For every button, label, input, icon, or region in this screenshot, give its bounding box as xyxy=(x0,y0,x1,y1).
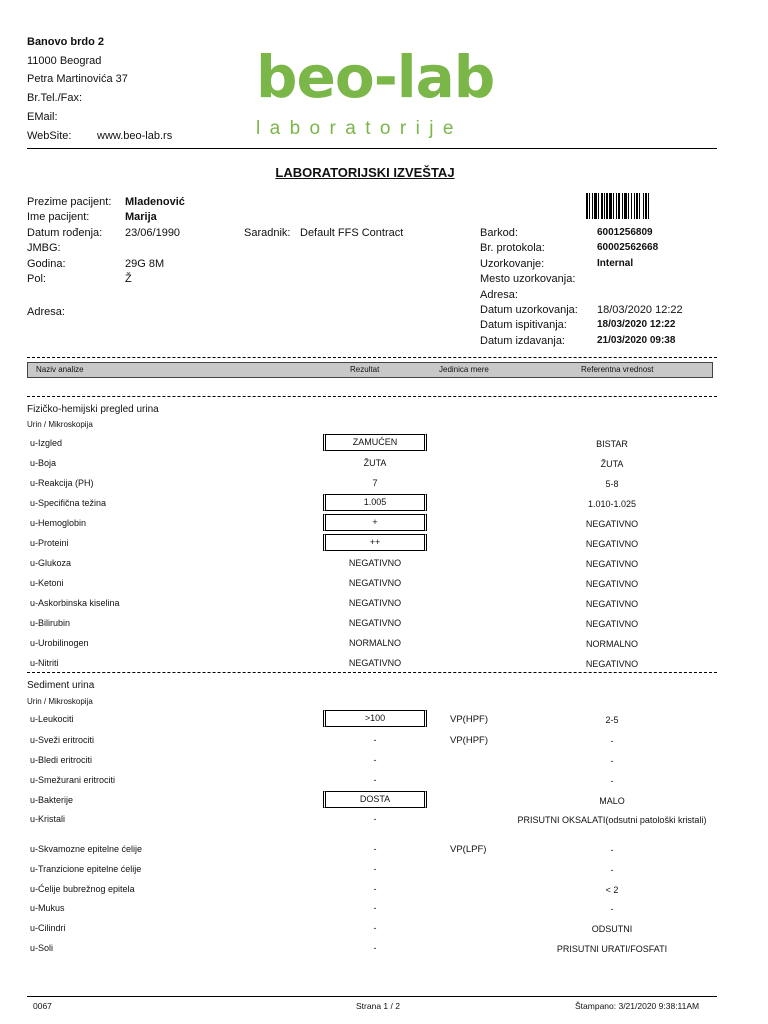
result-row xyxy=(0,655,768,673)
result-row xyxy=(0,752,768,770)
footer-printed: Štampano: 3/21/2020 9:38:11AM xyxy=(575,1001,700,1011)
lab-address-line3: Petra Martinovića 37 xyxy=(27,73,128,85)
analysis-unit: VP(HPF) xyxy=(450,735,488,746)
analysis-reference: BISTAR xyxy=(596,439,628,449)
column-name: Naziv analize xyxy=(36,365,84,374)
result-row xyxy=(0,595,768,613)
result-row xyxy=(0,940,768,958)
column-unit: Jedinica mere xyxy=(439,365,489,374)
analysis-name: u-Smežurani eritrociti xyxy=(30,775,116,785)
analysis-name: u-Sveži eritrociti xyxy=(30,735,95,745)
section-divider xyxy=(27,672,717,673)
analysis-result: - xyxy=(373,844,377,854)
result-row xyxy=(0,861,768,879)
analysis-name: u-Ketoni xyxy=(30,578,64,588)
result-row xyxy=(0,435,768,453)
analysis-result: - xyxy=(373,755,377,765)
analysis-result: - xyxy=(373,903,377,913)
section-sediment-title: Sediment urina xyxy=(27,680,95,691)
analysis-name: u-Soli xyxy=(30,943,54,953)
sample-address-label: Adresa: xyxy=(480,289,518,301)
report-title: LABORATORIJSKI IZVEŠTAJ xyxy=(275,165,455,180)
sampling-date-label: Datum uzorkovanja: xyxy=(480,304,578,316)
analysis-result: - xyxy=(373,923,377,933)
name-label: Ime pacijent: xyxy=(27,211,90,223)
analysis-reference: - xyxy=(610,776,614,786)
result-row xyxy=(0,920,768,938)
test-date-label: Datum ispitivanja: xyxy=(480,319,567,331)
name-value: Marija xyxy=(125,211,157,223)
analysis-result: ZAMUĆEN xyxy=(323,434,427,451)
column-header xyxy=(27,362,713,378)
analysis-reference: NEGATIVNO xyxy=(585,619,639,629)
analysis-name: u-Mukus xyxy=(30,903,65,913)
analysis-reference: 2-5 xyxy=(605,715,619,725)
table-top-divider xyxy=(27,357,717,358)
analysis-name: u-Glukoza xyxy=(30,558,72,568)
analysis-reference: PRISUTNI URATI/FOSFATI xyxy=(556,944,668,954)
analysis-reference: ODSUTNI xyxy=(591,924,633,934)
issue-date-value: 21/03/2020 09:38 xyxy=(597,335,676,346)
beo-lab-logo-subtitle: laboratorije xyxy=(256,118,463,139)
surname-label: Prezime pacijent: xyxy=(27,196,112,208)
analysis-result: - xyxy=(373,943,377,953)
analysis-name: u-Kristali xyxy=(30,814,66,824)
result-row xyxy=(0,841,768,859)
analysis-name: u-Ćelije bubrežnog epitela xyxy=(30,884,135,894)
analysis-result: + xyxy=(323,514,427,531)
analysis-name: u-Nitriti xyxy=(30,658,59,668)
analysis-reference: NORMALNO xyxy=(585,639,638,649)
analysis-name: u-Hemoglobin xyxy=(30,518,87,528)
analysis-result: NEGATIVNO xyxy=(348,578,402,588)
result-row xyxy=(0,455,768,473)
lab-website-label: WebSite: xyxy=(27,130,72,142)
analysis-name: u-Bilirubin xyxy=(30,618,71,628)
footer-code: 0067 xyxy=(33,1001,52,1011)
analysis-reference: < 2 xyxy=(605,885,619,895)
analysis-result: NEGATIVNO xyxy=(348,618,402,628)
barcode-image xyxy=(586,193,674,219)
analysis-result: NEGATIVNO xyxy=(348,558,402,568)
analysis-result: ŽUTA xyxy=(363,458,387,468)
result-row xyxy=(0,811,768,829)
result-row xyxy=(0,555,768,573)
test-date-value: 18/03/2020 12:22 xyxy=(597,319,676,330)
result-row xyxy=(0,772,768,790)
lab-tel-label: Br.Tel./Fax: xyxy=(27,92,83,104)
analysis-reference: - xyxy=(610,845,614,855)
column-result: Rezultat xyxy=(350,365,380,374)
analysis-result: 7 xyxy=(372,478,378,488)
lab-address-line1: Banovo brdo 2 xyxy=(27,36,105,48)
analysis-reference: NEGATIVNO xyxy=(585,659,639,669)
analysis-reference: ŽUTA xyxy=(600,459,624,469)
analysis-result: NORMALNO xyxy=(348,638,401,648)
analysis-name: u-Boja xyxy=(30,458,57,468)
analysis-reference: NEGATIVNO xyxy=(585,559,639,569)
analysis-reference: 5-8 xyxy=(605,479,619,489)
analysis-result: - xyxy=(373,814,377,824)
year-label: Godina: xyxy=(27,258,66,270)
analysis-result: - xyxy=(373,775,377,785)
footer-page: Strana 1 / 2 xyxy=(356,1001,400,1011)
analysis-reference: NEGATIVNO xyxy=(585,599,639,609)
analysis-name: u-Proteini xyxy=(30,538,69,548)
analysis-name: u-Tranzicione epitelne ćelije xyxy=(30,864,142,874)
analysis-reference: NEGATIVNO xyxy=(585,579,639,589)
protocol-label: Br. protokola: xyxy=(480,242,545,254)
sampling-place-label: Mesto uzorkovanja: xyxy=(480,273,576,285)
analysis-reference: - xyxy=(610,865,614,875)
section-sediment-subtitle: Urin / Mikroskopija xyxy=(27,697,93,706)
analysis-result: DOSTA xyxy=(323,791,427,808)
analysis-name: u-Reakcija (PH) xyxy=(30,478,94,488)
analysis-result: NEGATIVNO xyxy=(348,658,402,668)
section-physicochemical-subtitle: Urin / Mikroskopija xyxy=(27,420,93,429)
sex-value: Ž xyxy=(125,273,132,285)
sex-label: Pol: xyxy=(27,273,46,285)
result-row xyxy=(0,792,768,810)
barcode-value: 6001256809 xyxy=(597,227,653,238)
analysis-unit: VP(HPF) xyxy=(450,714,488,725)
result-row xyxy=(0,495,768,513)
result-row xyxy=(0,711,768,729)
sampling-value: Internal xyxy=(597,258,634,269)
dob-value: 23/06/1990 xyxy=(125,227,181,239)
patient-address-label: Adresa: xyxy=(27,306,65,318)
analysis-name: u-Izgled xyxy=(30,438,63,448)
lab-address-line2: 11000 Beograd xyxy=(27,55,102,67)
table-header-divider xyxy=(27,396,717,397)
beo-lab-logo: beo-lab xyxy=(256,43,495,111)
lab-email-label: EMail: xyxy=(27,111,58,123)
dob-label: Datum rođenja: xyxy=(27,227,103,239)
year-value: 29G 8M xyxy=(125,258,165,270)
sampling-label: Uzorkovanje: xyxy=(480,258,545,270)
analysis-reference: MALO xyxy=(599,796,625,806)
header-divider xyxy=(27,148,717,149)
sampling-date-value: 18/03/2020 12:22 xyxy=(597,304,683,316)
analysis-result: NEGATIVNO xyxy=(348,598,402,608)
barcode-label: Barkod: xyxy=(480,227,518,239)
result-row xyxy=(0,732,768,750)
protocol-value: 60002562668 xyxy=(597,242,659,253)
analysis-name: u-Askorbinska kiselina xyxy=(30,598,120,608)
result-row xyxy=(0,635,768,653)
section-physicochemical-title: Fizičko-hemijski pregled urina xyxy=(27,404,159,415)
associate-value: Default FFS Contract xyxy=(300,227,404,239)
analysis-reference: - xyxy=(610,756,614,766)
analysis-reference: NEGATIVNO xyxy=(585,539,639,549)
analysis-name: u-Bledi eritrociti xyxy=(30,755,93,765)
analysis-reference: NEGATIVNO xyxy=(585,519,639,529)
result-row xyxy=(0,615,768,633)
analysis-result: - xyxy=(373,864,377,874)
analysis-unit: VP(LPF) xyxy=(450,844,487,855)
analysis-reference: 1.010-1.025 xyxy=(587,499,637,509)
analysis-reference: - xyxy=(610,904,614,914)
lab-website[interactable]: www.beo-lab.rs xyxy=(97,130,173,142)
analysis-name: u-Cilindri xyxy=(30,923,66,933)
analysis-result: 1.005 xyxy=(323,494,427,511)
footer-divider xyxy=(27,996,717,997)
analysis-result: - xyxy=(373,884,377,894)
associate-label: Saradnik: xyxy=(244,227,291,239)
surname-value: Mladenović xyxy=(125,196,185,208)
analysis-result: >100 xyxy=(323,710,427,727)
result-row xyxy=(0,881,768,899)
analysis-result: - xyxy=(373,735,377,745)
analysis-name: u-Specifična težina xyxy=(30,498,107,508)
analysis-name: u-Leukociti xyxy=(30,714,74,724)
issue-date-label: Datum izdavanja: xyxy=(480,335,565,347)
jmbg-label: JMBG: xyxy=(27,242,61,254)
result-row xyxy=(0,535,768,553)
column-reference: Referentna vrednost xyxy=(581,365,654,374)
result-row xyxy=(0,575,768,593)
result-row xyxy=(0,900,768,918)
analysis-reference: - xyxy=(610,736,614,746)
result-row xyxy=(0,515,768,533)
analysis-result: ++ xyxy=(323,534,427,551)
result-row xyxy=(0,475,768,493)
analysis-name: u-Skvamozne epitelne ćelije xyxy=(30,844,143,854)
analysis-name: u-Bakterije xyxy=(30,795,74,805)
analysis-reference: PRISUTNI OKSALATI(odsutni patološki kristali) xyxy=(517,815,707,825)
analysis-name: u-Urobilinogen xyxy=(30,638,89,648)
